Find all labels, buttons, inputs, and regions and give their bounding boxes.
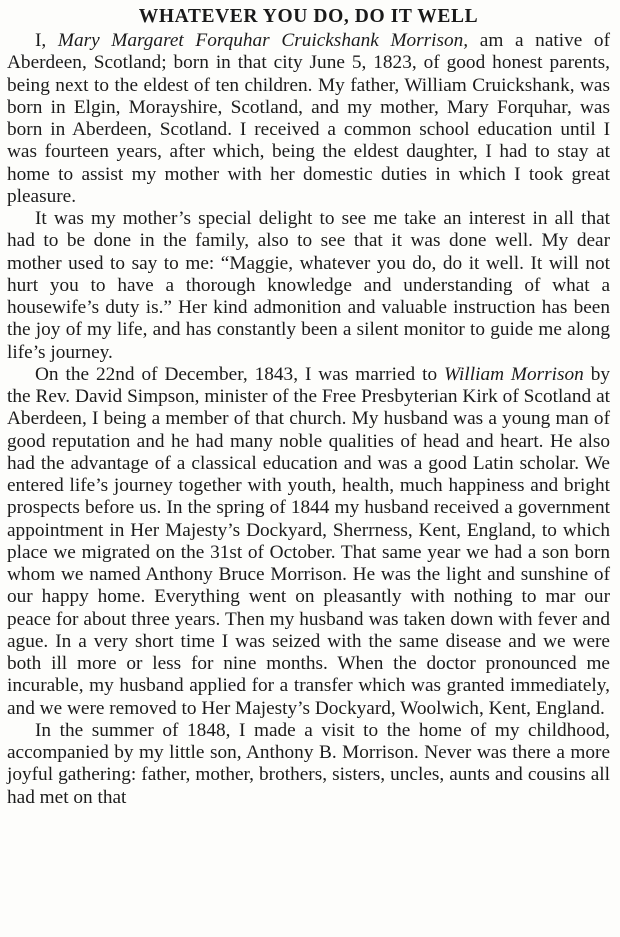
paragraph-3-rest: by the Rev. David Simpson, minister of the Free Presbyterian Kirk of Scotland at Aberdeen, I being a member of that church. My husband was a young man of good reputation and he had many noble qualities of head and heart. He also had the advantage of a classical education and was a good Latin scholar. We entered life’s journey together with youth, health, much happiness and bright prospects before us. In the spring of 1844 my husband received a government appointment in Her Majesty’s Dockyard, Sherrness, Kent, England, to which place we migrated on the 31st of October. That same year we had a son born whom we named Anthony Bruce Morrison. He was the light and sunshine of our happy home. Everything went on pleasantly with nothing to mar our peace for about three years. Then my husband was taken down with fever and ague. In a very short time I was seized with the same disease and we were both ill more or less for nine months. When the doctor pronounced me incurable, my husband applied for a transfer which was granted immediately, and we were removed to Her Majesty’s Dockyard, Woolwich, Kent, England. [7, 363, 611, 719]
paragraph-1 [7, 30, 610, 208]
paragraph-3-lead: On the 22nd of December, 1843, I was married to [35, 363, 445, 385]
paragraph-2: It was my mother’s special delight to see me take an interest in all that had to be done in the family, also to see that it was done well. My dear mother used to say to me: “Maggie, whatever you do, do it well. It will not hurt you to have a thorough knowledge and understanding of what a housewife’s duty is.” Her kind admonition and valuable instruction has been the joy of my life, and has constantly been a silent monitor to guide me along life’s journey. [7, 208, 610, 363]
paragraph-3 [7, 364, 610, 720]
husband-name: William Morrison [444, 363, 584, 385]
paragraph-1-lead: I, [35, 30, 58, 51]
paragraph-1-rest: am a native of Aberdeen, Scotland; born in that city June 5, 1823, of good honest parents, being next to the eldest of ten children. My father, William Cruickshank, was born in Elgin, Morayshire, Scotland, and my mother, Mary Forquhar, was born in Aberdeen, Scotland. I received a common school education until I was fourteen years, after which, being the eldest daughter, I had to stay at home to assist my mother with her domestic duties in which I took great pleasure. [7, 30, 610, 207]
page-title: WHATEVER YOU DO, DO IT WELL [138, 6, 479, 27]
text-body [7, 4, 610, 809]
paragraph-4: In the summer of 1848, I made a visit to the home of my childhood, accompanied by my little son, Anthony B. Morrison. Never was there a more joyful gathering: father, mother, brothers, sisters, uncles, aunts and cousins all had met on that [7, 719, 610, 808]
author-name: Mary Margaret Forquhar Cruickshank Morrison, [57, 30, 469, 51]
